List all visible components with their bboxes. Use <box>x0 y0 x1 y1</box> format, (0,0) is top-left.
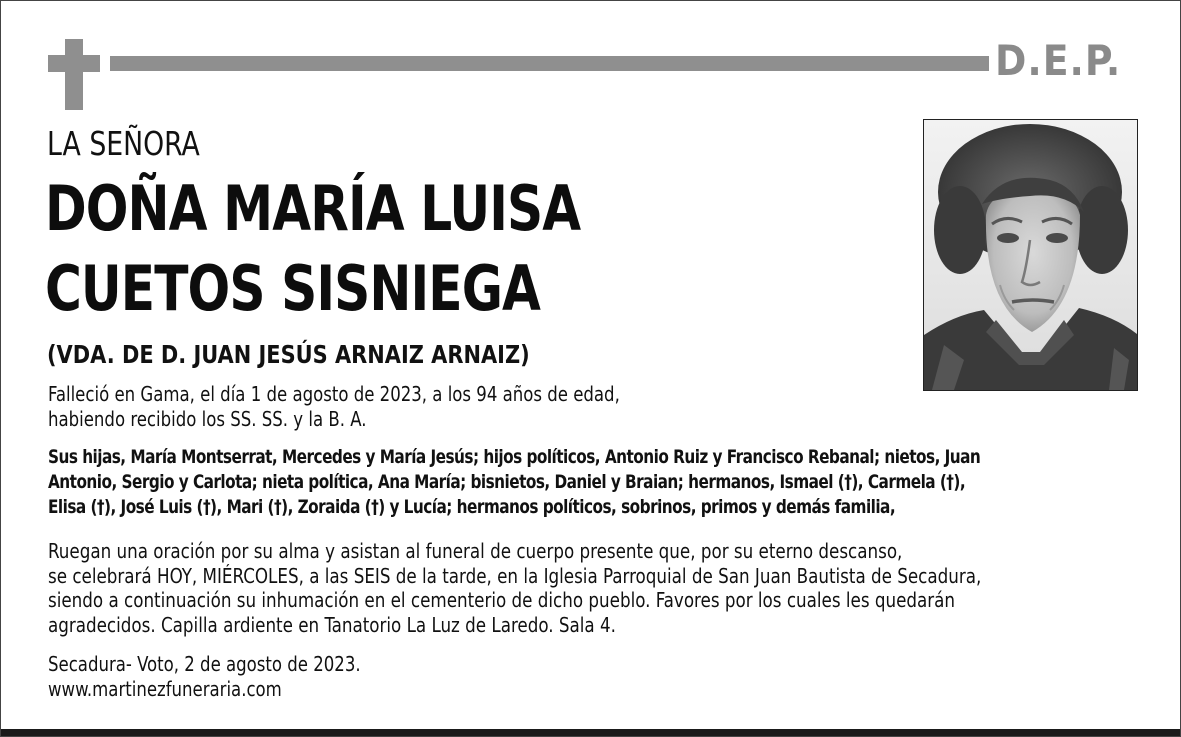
funeral-line: Ruegan una oración por su alma y asistan al funeral de cuerpo presente que, por su eterno descanso, <box>48 539 903 563</box>
deceased-name-line-2: CUETOS SISNIEGA <box>45 252 540 325</box>
deceased-name-line-1: DOÑA MARÍA LUISA <box>45 172 581 245</box>
footer <box>48 652 361 701</box>
family-list <box>48 445 980 520</box>
family-line: Sus hijas, María Montserrat, Mercedes y María Jesús; hijos políticos, Antonio Ruiz y Francisco Rebanal; nietos, Juan <box>48 446 981 468</box>
funeral-line: se celebrará HOY, MIÉRCOLES, a las SEIS de la tarde, en la Iglesia Parroquial de San Juan Bautista de Secadura, <box>48 563 982 588</box>
header-rule <box>110 56 989 71</box>
funeral-line: agradecidos. Capilla ardiente en Tanatorio La Luz de Laredo. Sala 4. <box>48 612 616 637</box>
cross-horizontal-bar <box>48 55 100 72</box>
place-date: Secadura- Voto, 2 de agosto de 2023. <box>48 652 361 676</box>
website-link[interactable]: www.martinezfuneraria.com <box>48 676 282 701</box>
funeral-line: siendo a continuación su inhumación en el cementerio de dicho pueblo. Favores por los cuales les quedarán <box>48 588 955 612</box>
dep-label: D.E.P. <box>995 36 1122 85</box>
deceased-portrait <box>923 119 1138 391</box>
family-line: Elisa (†), José Luis (†), Mari (†), Zoraida (†) y Lucía; hermanos políticos, sobrinos, primos y demás familia, <box>48 496 896 518</box>
salutation: LA SEÑORA <box>47 124 200 163</box>
funeral-details <box>48 539 981 637</box>
bottom-rule <box>1 729 1180 737</box>
widow-of: (VDA. DE D. JUAN JESÚS ARNAIZ ARNAIZ) <box>47 340 530 369</box>
death-line: habiendo recibido los SS. SS. y la B. A. <box>48 406 367 431</box>
death-announcement <box>48 382 620 431</box>
family-line: Antonio, Sergio y Carlota; nieta política, Ana María; bisnietos, Daniel y Braian; hermanos, Ismael (†), Carmela (†), <box>48 471 966 493</box>
cross-vertical-bar <box>65 39 83 110</box>
death-line: Falleció en Gama, el día 1 de agosto de 2023, a los 94 años de edad, <box>48 382 620 406</box>
